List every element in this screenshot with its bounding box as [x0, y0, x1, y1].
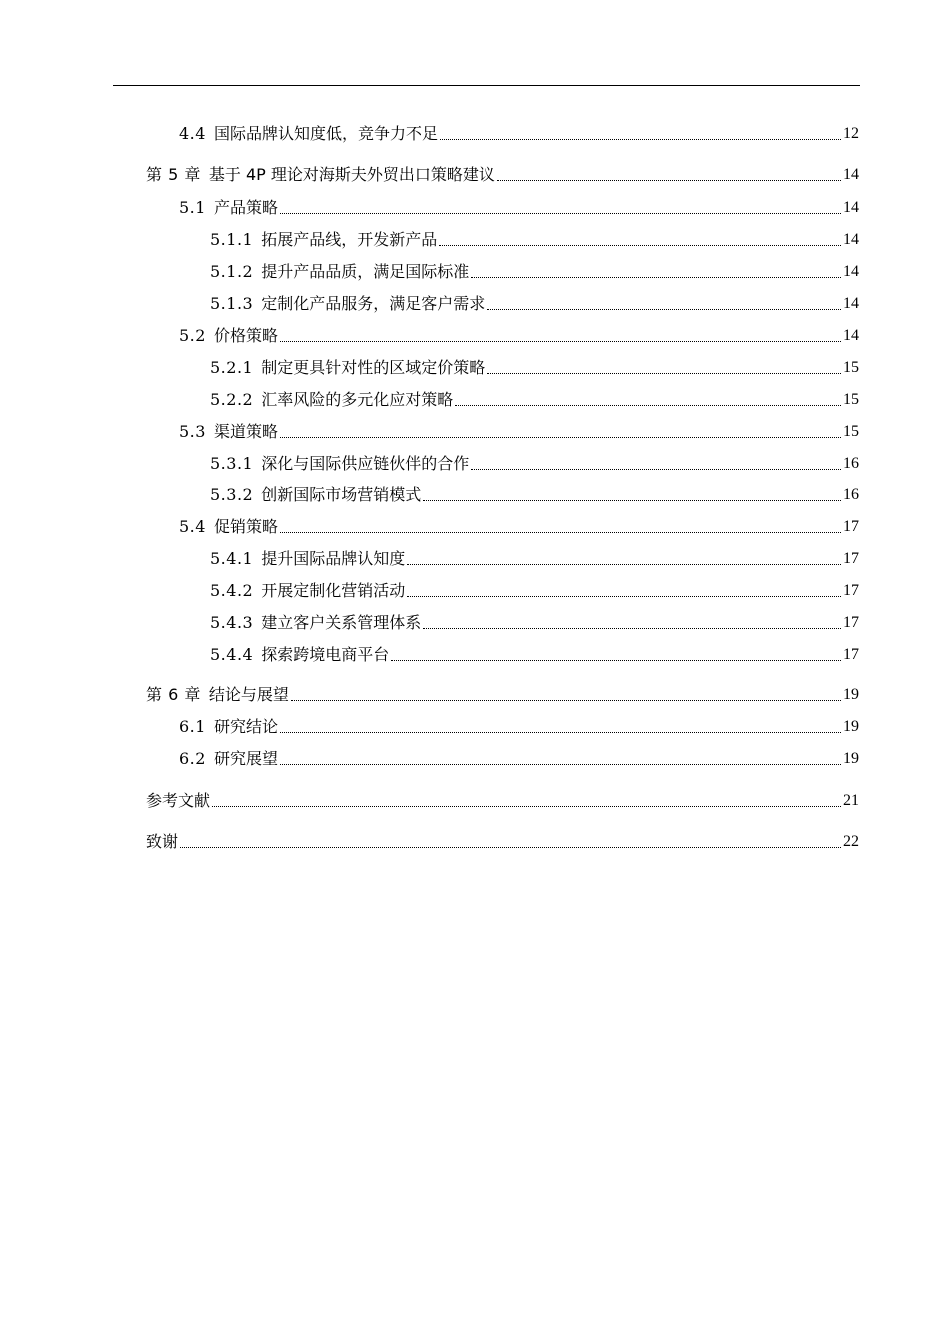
toc-entry[interactable]	[210, 226, 859, 250]
toc-entry-page: 15	[843, 423, 859, 440]
toc-dot-leader	[497, 180, 841, 181]
toc-entry-number: 4.4	[179, 124, 206, 143]
toc-entry[interactable]	[179, 745, 859, 769]
toc-entry-number: 第 6 章	[146, 685, 201, 704]
toc-entry-title: 研究结论	[213, 717, 278, 736]
toc-dot-leader	[180, 847, 841, 848]
toc-entry-title: 提升国际品牌认知度	[261, 549, 406, 568]
toc-dot-leader	[440, 139, 841, 140]
toc-entry[interactable]	[210, 386, 859, 410]
toc-entry-page: 14	[843, 166, 859, 183]
toc-entry[interactable]	[179, 713, 859, 737]
toc-entry-number: 5.1.2	[210, 262, 254, 281]
toc-entry-number: 5.1.3	[210, 294, 254, 313]
toc-entry-number: 6.1	[179, 717, 206, 736]
toc-entry-title: 建立客户关系管理体系	[261, 613, 422, 632]
toc-entry-number: 5.2.2	[210, 390, 254, 409]
toc-entry-number: 5.2	[179, 326, 206, 345]
toc-entry[interactable]	[146, 161, 859, 185]
toc-entry-title: 促销策略	[213, 517, 278, 536]
toc-entry[interactable]	[179, 120, 859, 144]
toc-entry-title: 深化与国际供应链伙伴的合作	[261, 454, 470, 473]
toc-dot-leader	[291, 700, 841, 701]
toc-entry-title: 拓展产品线，开发新产品	[261, 230, 438, 249]
toc-entry-page: 19	[843, 718, 859, 735]
toc-dot-leader	[280, 213, 841, 214]
toc-entry[interactable]	[210, 354, 859, 378]
toc-entry-page: 19	[843, 686, 859, 703]
toc-entry-page: 17	[843, 550, 859, 567]
toc-entry-page: 17	[843, 582, 859, 599]
toc-dot-leader	[487, 309, 841, 310]
toc-entry-number: 5.3.2	[210, 485, 254, 504]
toc-entry[interactable]	[210, 609, 859, 633]
toc-entry-page: 14	[843, 199, 859, 216]
toc-entry-page: 16	[843, 486, 859, 503]
toc-dot-leader	[487, 373, 841, 374]
toc-dot-leader	[423, 628, 841, 629]
toc-entry-title: 定制化产品服务，满足客户需求	[261, 294, 486, 313]
toc-entry-page: 14	[843, 295, 859, 312]
toc-dot-leader	[280, 764, 841, 765]
toc-entry[interactable]	[146, 828, 859, 852]
toc-dot-leader	[280, 341, 841, 342]
toc-entry[interactable]	[179, 194, 859, 218]
toc-entry-number: 5.1	[179, 198, 206, 217]
toc-entry-page: 17	[843, 646, 859, 663]
toc-entry-page: 14	[843, 231, 859, 248]
toc-entry-page: 22	[843, 833, 859, 850]
toc-entry-title: 制定更具针对性的区域定价策略	[261, 358, 486, 377]
toc-dot-leader	[471, 469, 841, 470]
toc-entry-title: 研究展望	[213, 749, 278, 768]
toc-entry-page: 21	[843, 792, 859, 809]
toc-entry[interactable]	[210, 545, 859, 569]
toc-entry-page: 17	[843, 518, 859, 535]
toc-dot-leader	[391, 660, 841, 661]
toc-entry-page: 14	[843, 263, 859, 280]
toc-dot-leader	[280, 532, 841, 533]
toc-dot-leader	[280, 732, 841, 733]
toc-entry-title: 致谢	[146, 832, 179, 851]
toc-dot-leader	[212, 806, 841, 807]
toc-entry-title: 探索跨境电商平台	[261, 645, 390, 664]
toc-entry-number: 5.2.1	[210, 358, 254, 377]
toc-dot-leader	[439, 245, 841, 246]
toc-entry[interactable]	[210, 450, 859, 474]
toc-entry-title: 国际品牌认知度低，竞争力不足	[213, 124, 438, 143]
toc-entry-page: 14	[843, 327, 859, 344]
toc-entry-page: 17	[843, 614, 859, 631]
toc-entry-title: 汇率风险的多元化应对策略	[261, 390, 454, 409]
toc-entry-title: 基于 4P 理论对海斯夫外贸出口策略建议	[208, 165, 495, 184]
toc-entry-number: 第 5 章	[146, 165, 201, 184]
toc-dot-leader	[471, 277, 841, 278]
toc-entry[interactable]	[210, 641, 859, 665]
toc-entry[interactable]	[179, 418, 859, 442]
toc-entry-title: 价格策略	[213, 326, 278, 345]
toc-entry-page: 15	[843, 359, 859, 376]
toc-entry[interactable]	[146, 787, 859, 811]
toc-entry-title: 提升产品品质，满足国际标准	[261, 262, 470, 281]
toc-entry[interactable]	[210, 481, 859, 505]
toc-entry-number: 5.4.1	[210, 549, 254, 568]
toc-dot-leader	[455, 405, 841, 406]
toc-entry-number: 5.4.4	[210, 645, 254, 664]
toc-entry[interactable]	[179, 322, 859, 346]
toc-entry-page: 15	[843, 391, 859, 408]
header-rule	[113, 85, 860, 86]
toc-entry-title: 创新国际市场营销模式	[261, 485, 422, 504]
toc-entry-number: 5.3.1	[210, 454, 254, 473]
toc-entry-number: 5.3	[179, 422, 206, 441]
toc-entry-title: 结论与展望	[208, 685, 289, 704]
toc-entry-title: 参考文献	[146, 791, 211, 810]
toc-entry[interactable]	[210, 258, 859, 282]
toc-entry-number: 5.4.3	[210, 613, 254, 632]
toc-entry-page: 19	[843, 750, 859, 767]
toc-entry-title: 渠道策略	[213, 422, 278, 441]
toc-entry[interactable]	[179, 513, 859, 537]
toc-entry-number: 5.1.1	[210, 230, 254, 249]
toc-entry-page: 12	[843, 125, 859, 142]
toc-entry-title: 产品策略	[213, 198, 278, 217]
toc-entry-title: 开展定制化营销活动	[261, 581, 406, 600]
toc-entry-number: 6.2	[179, 749, 206, 768]
toc-dot-leader	[280, 437, 841, 438]
toc-dot-leader	[423, 500, 841, 501]
toc-dot-leader	[407, 564, 841, 565]
toc-entry[interactable]	[146, 681, 859, 705]
toc-entry-number: 5.4	[179, 517, 206, 536]
toc-entry[interactable]	[210, 290, 859, 314]
toc-entry-page: 16	[843, 455, 859, 472]
toc-dot-leader	[407, 596, 841, 597]
toc-entry-number: 5.4.2	[210, 581, 254, 600]
toc-entry[interactable]	[210, 577, 859, 601]
